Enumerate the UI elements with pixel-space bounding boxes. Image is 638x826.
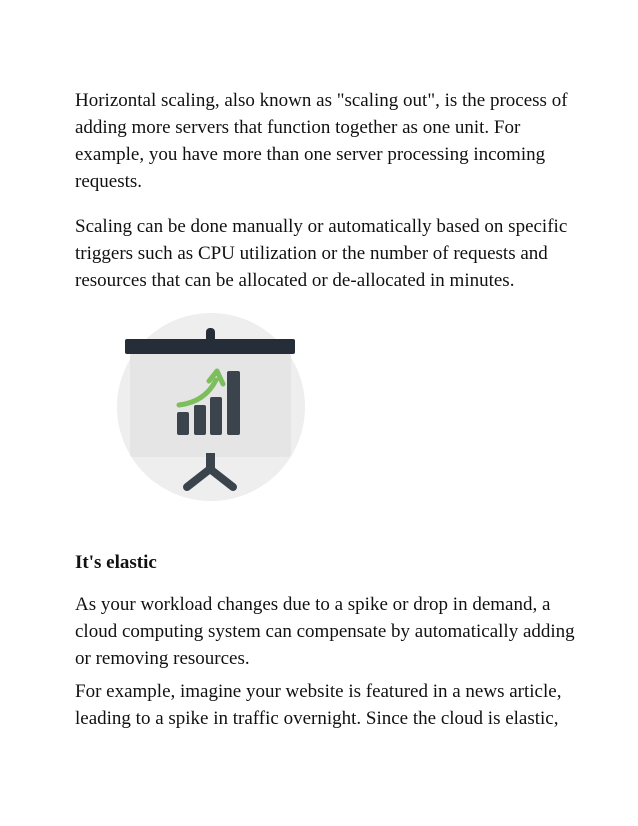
chart-bar (194, 405, 206, 435)
paragraph-horizontal-scaling: Horizontal scaling, also known as "scaling out", is the process of adding more servers that function together as one unit. For example, you have more than one server processing incoming requests. (75, 90, 568, 192)
paragraph-elastic-example: For example, imagine your website is featured in a news article, leading to a spike in traffic overnight. Since the cloud is elastic, (75, 681, 562, 729)
presentation-board-growth-chart-icon (113, 312, 309, 502)
paragraph-scaling-triggers: Scaling can be done manually or automatically based on specific triggers such as CPU utilization or the number of requests and resources that can be allocated or de-allocated in minutes. (75, 216, 568, 291)
chart-bar (227, 371, 240, 435)
chart-bar (210, 397, 222, 435)
board-header-bar (125, 339, 295, 354)
chart-bar (177, 412, 189, 435)
paragraph-elastic-workload: As your workload changes due to a spike or drop in demand, a cloud computing system can compensate by automatically adding or removing resources. (75, 594, 575, 669)
section-heading: It's elastic (75, 552, 157, 573)
